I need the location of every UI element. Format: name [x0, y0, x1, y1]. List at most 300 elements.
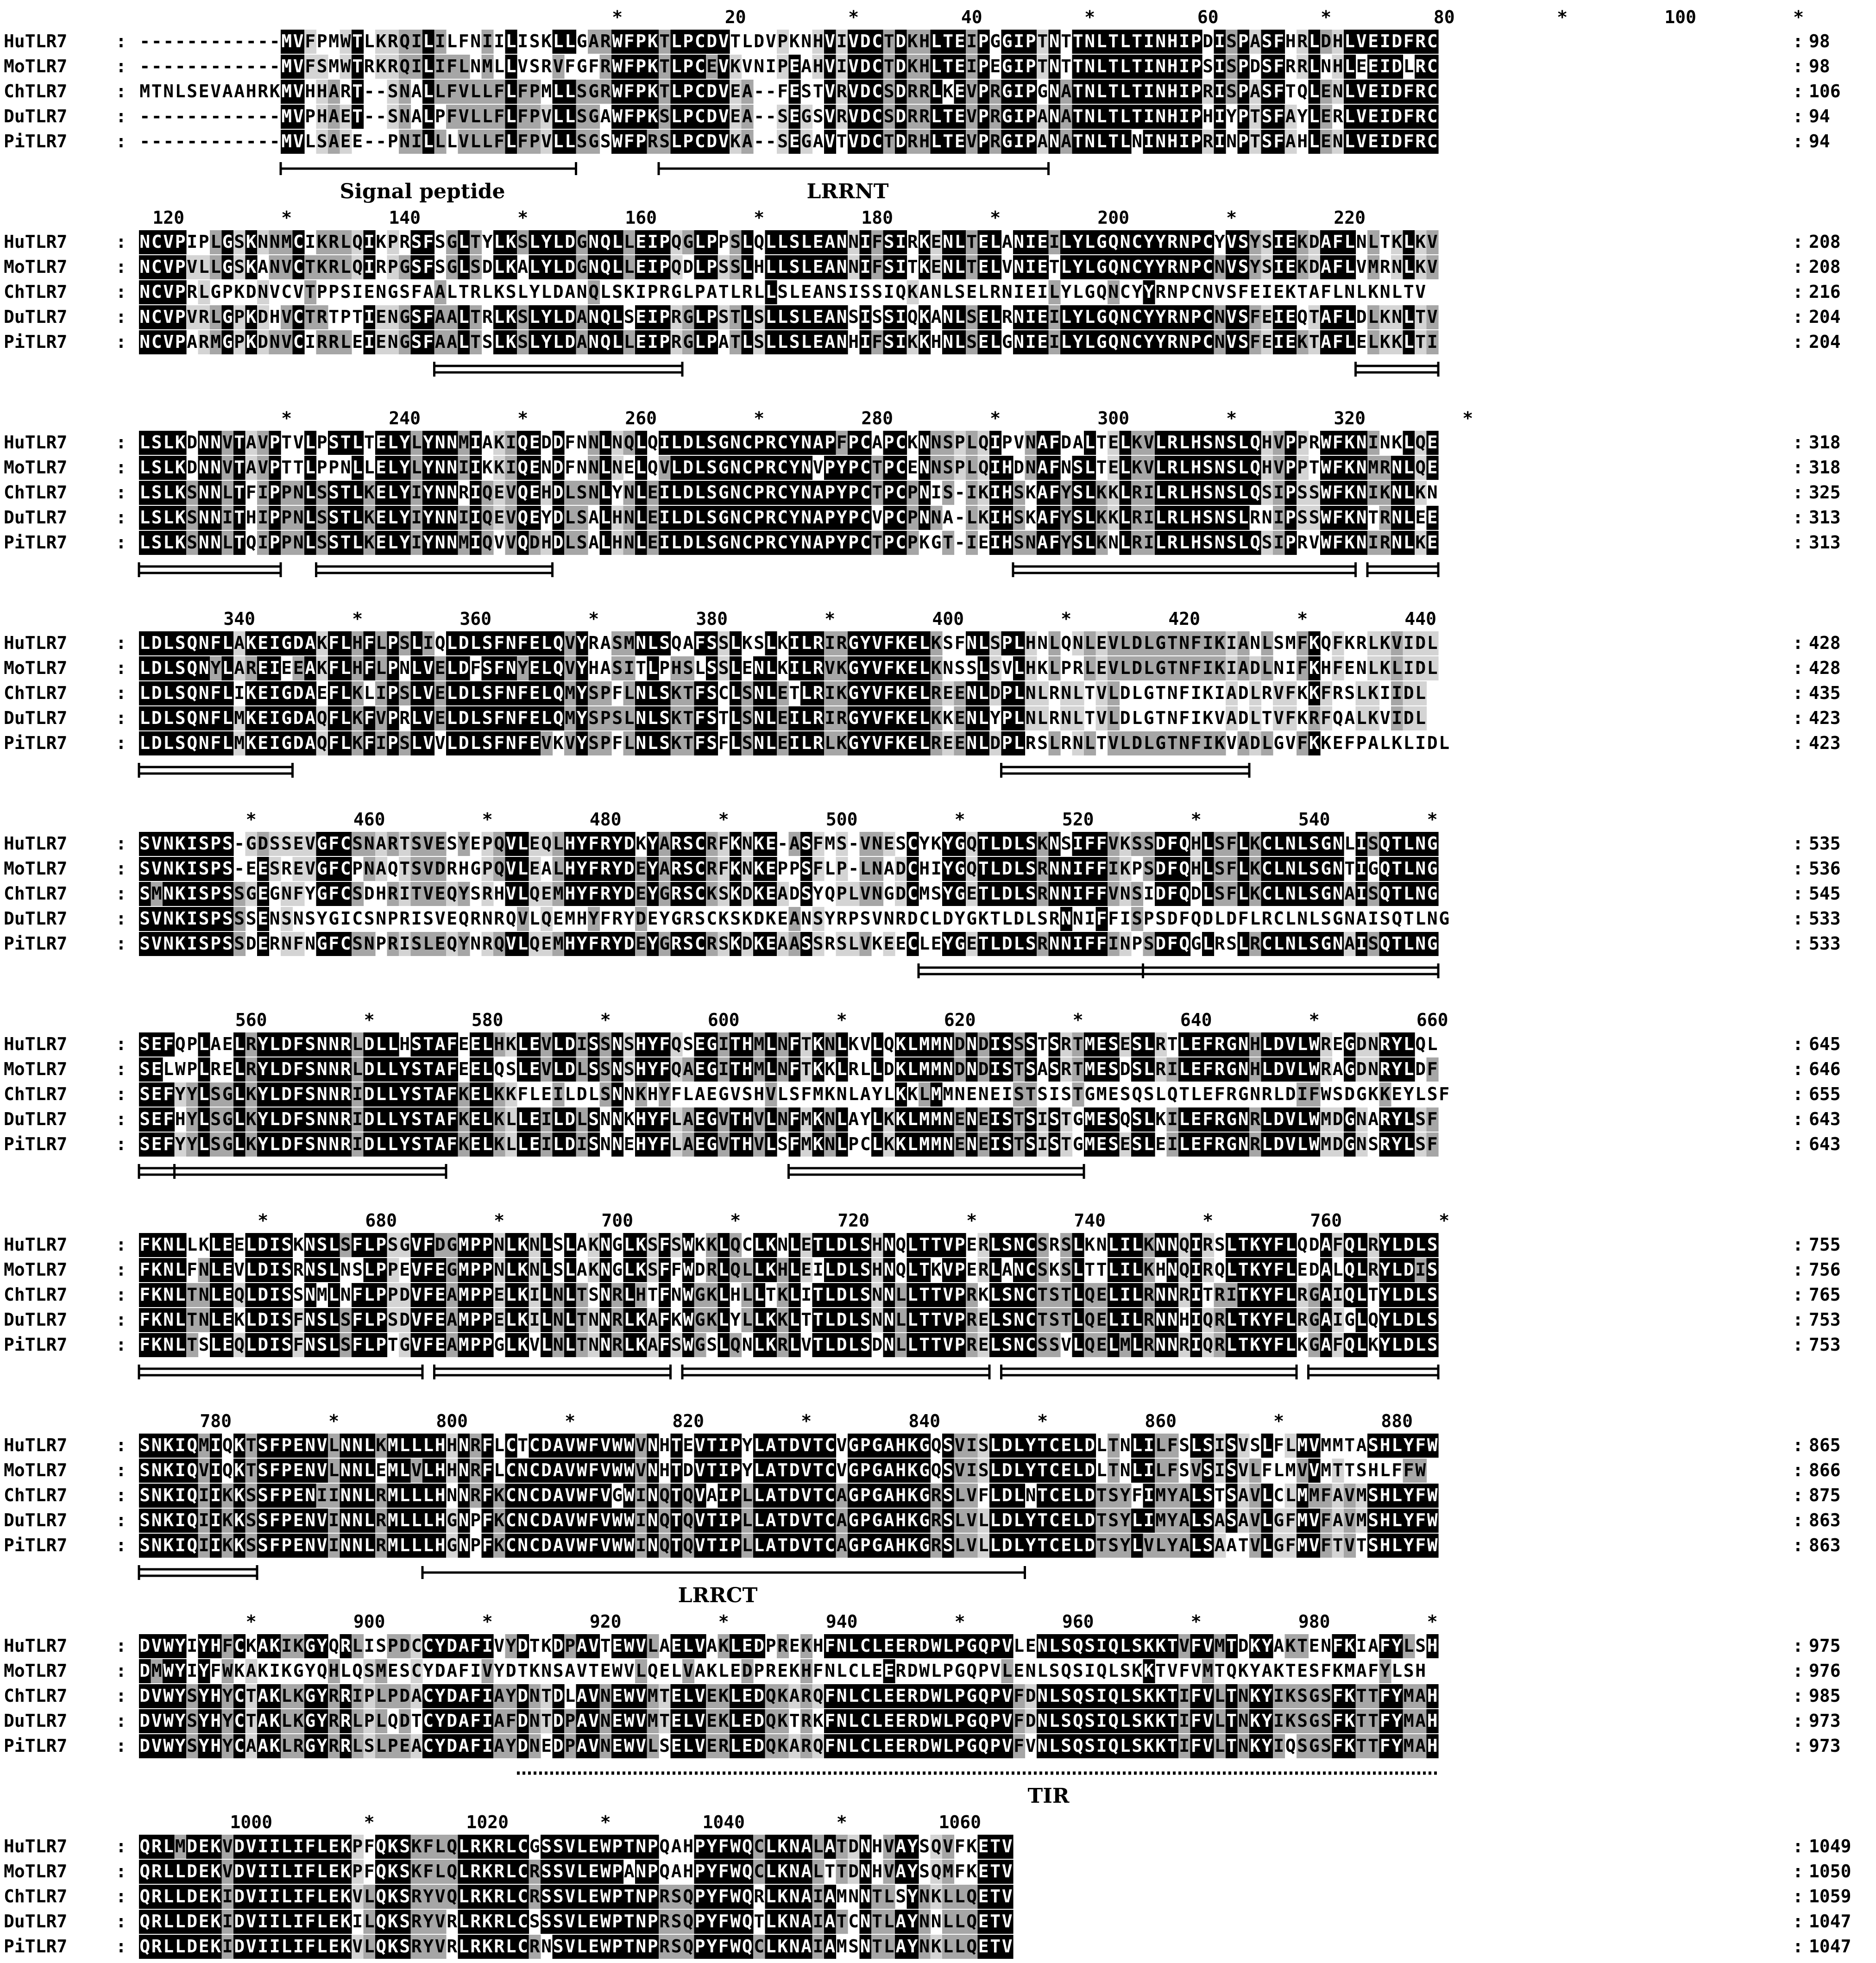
residue: K [1132, 432, 1142, 453]
residue: P [884, 507, 894, 528]
count-colon: : [1793, 708, 1803, 728]
residue: S [884, 81, 894, 101]
residue: P [636, 81, 646, 101]
residue: - [222, 106, 233, 126]
residue: R [919, 81, 930, 101]
residue: D [364, 883, 375, 904]
residue: N [1049, 833, 1060, 854]
residue: R [600, 933, 611, 954]
residue: L [978, 658, 989, 678]
residue: V [742, 56, 753, 76]
residue: S [1014, 532, 1024, 553]
residue: H [612, 507, 623, 528]
residue: P [1191, 307, 1202, 327]
residue: P [777, 858, 788, 879]
count-colon: : [1793, 282, 1803, 302]
residue: P [789, 858, 800, 879]
residue: N [258, 282, 268, 302]
residue: E [447, 908, 457, 929]
residue: E [258, 908, 268, 929]
residue: L [541, 282, 552, 302]
residue: L [1333, 282, 1343, 302]
residue: N [541, 457, 552, 478]
residue: R [1202, 131, 1213, 151]
residue: V [825, 106, 835, 126]
residue: N [1155, 131, 1166, 151]
residue: E [1285, 232, 1296, 252]
residue: K [837, 733, 847, 753]
residue: L [1368, 633, 1379, 653]
residue: E [529, 482, 540, 503]
residue: K [1202, 708, 1213, 728]
label-colon: : [116, 833, 126, 854]
residue: I [1108, 858, 1119, 879]
ruler-number: 440 [1404, 609, 1436, 629]
residue: N [1084, 56, 1095, 76]
residue: V [848, 131, 859, 151]
residue: E [907, 733, 918, 753]
residue: L [553, 858, 564, 879]
residue: R [1202, 81, 1213, 101]
residue: F [1096, 858, 1107, 879]
residue: C [1132, 257, 1142, 277]
ruler-star: * [1557, 7, 1568, 27]
residue: E [553, 908, 564, 929]
residue: I [435, 31, 446, 51]
residue: I [1191, 683, 1202, 703]
residue: E [955, 733, 965, 753]
residue: G [1144, 708, 1154, 728]
residue: C [1202, 232, 1213, 252]
residue: S [482, 708, 493, 728]
residue: A [1285, 106, 1296, 126]
residue: P [1297, 432, 1308, 453]
count-colon: : [1793, 106, 1803, 126]
residue: N [1297, 908, 1308, 929]
residue: A [1037, 507, 1048, 528]
residue: P [1285, 532, 1296, 553]
residue: S [1155, 908, 1166, 929]
residue: D [1391, 56, 1402, 76]
residue: N [163, 933, 174, 954]
residue: A [541, 858, 552, 879]
residue: A [435, 282, 446, 302]
residue: I [1049, 332, 1060, 352]
residue: R [482, 933, 493, 954]
residue: L [931, 908, 942, 929]
residue: S [199, 858, 209, 879]
residue: V [151, 833, 162, 854]
residue: N [612, 432, 623, 453]
residue: F [1084, 883, 1095, 904]
residue: N [1356, 457, 1367, 478]
residue: L [470, 633, 481, 653]
residue: C [872, 81, 882, 101]
residue-count: 313 [1809, 507, 1841, 528]
domain-label: Signal peptide [340, 180, 505, 203]
residue: L [955, 257, 965, 277]
residue: E [376, 332, 386, 352]
residue: P [1191, 257, 1202, 277]
residue: N [470, 31, 481, 51]
residue: E [955, 106, 965, 126]
residue: S [612, 633, 623, 653]
ruler-star: * [281, 408, 292, 428]
residue: Q [447, 883, 457, 904]
residue: W [1321, 507, 1331, 528]
residue: N [1215, 457, 1225, 478]
residue: D [459, 733, 469, 753]
residue: V [1415, 282, 1426, 302]
residue: L [1202, 883, 1213, 904]
residue: V [1215, 708, 1225, 728]
residue: D [683, 432, 693, 453]
residue: T [1108, 131, 1119, 151]
residue: Y [837, 532, 847, 553]
residue: T [730, 31, 741, 51]
residue: C [1132, 307, 1142, 327]
residue-count: 313 [1809, 532, 1841, 553]
residue: I [1179, 131, 1190, 151]
residue: L [1132, 683, 1142, 703]
residue: F [328, 733, 339, 753]
residue: C [1273, 908, 1284, 929]
residue: S [955, 658, 965, 678]
ruler-star: * [955, 809, 965, 830]
residue: L [1084, 482, 1095, 503]
residue: L [364, 31, 375, 51]
residue: S [1309, 833, 1320, 854]
residue: T [1132, 31, 1142, 51]
residue: L [943, 282, 953, 302]
residue: - [151, 56, 162, 76]
residue: Y [789, 532, 800, 553]
residue: T [328, 307, 339, 327]
residue: L [990, 332, 1001, 352]
residue: C [695, 81, 705, 101]
residue: Y [837, 507, 847, 528]
residue: L [1014, 658, 1024, 678]
residue: T [1250, 106, 1260, 126]
residue: Y [317, 908, 327, 929]
residue: K [364, 532, 375, 553]
residue: K [931, 633, 942, 653]
residue: C [1202, 307, 1213, 327]
residue: L [222, 658, 233, 678]
residue: F [1333, 507, 1343, 528]
residue: L [517, 933, 528, 954]
residue: R [388, 883, 398, 904]
residue: V [718, 31, 729, 51]
residue: S [577, 482, 587, 503]
residue: S [801, 81, 812, 101]
residue: G [222, 307, 233, 327]
residue: P [978, 106, 989, 126]
residue: L [340, 658, 351, 678]
residue: G [270, 883, 280, 904]
residue: I [1037, 282, 1048, 302]
residue: L [990, 257, 1001, 277]
residue: N [1356, 482, 1367, 503]
residue: N [1049, 81, 1060, 101]
residue: I [270, 733, 280, 753]
residue: V [506, 933, 516, 954]
residue: A [376, 858, 386, 879]
residue: D [151, 733, 162, 753]
residue: N [636, 633, 646, 653]
residue: E [955, 56, 965, 76]
residue: P [1285, 432, 1296, 453]
residue: C [293, 232, 304, 252]
residue: P [270, 532, 280, 553]
residue: E [293, 858, 304, 879]
residue: N [1084, 81, 1095, 101]
residue: L [1084, 633, 1095, 653]
residue: S [1226, 31, 1237, 51]
ruler-number: 520 [1062, 809, 1094, 830]
residue: S [317, 131, 327, 151]
residue: I [1144, 81, 1154, 101]
residue: P [1002, 733, 1013, 753]
ruler-number: 380 [696, 609, 728, 629]
residue: G [281, 683, 292, 703]
residue: V [718, 56, 729, 76]
residue: F [588, 933, 599, 954]
residue: I [1179, 106, 1190, 126]
residue: - [246, 106, 257, 126]
residue: L [139, 457, 150, 478]
residue: L [1120, 532, 1131, 553]
residue: - [222, 56, 233, 76]
residue: N [482, 908, 493, 929]
residue: G [1002, 31, 1013, 51]
residue: S [234, 933, 245, 954]
residue: V [1096, 683, 1107, 703]
residue: K [175, 532, 186, 553]
residue: L [1238, 507, 1249, 528]
residue: Y [423, 532, 434, 553]
residue: S [482, 683, 493, 703]
residue: - [955, 482, 965, 503]
residue: K [376, 56, 386, 76]
residue: K [754, 933, 764, 954]
residue: E [293, 658, 304, 678]
residue: V [163, 282, 174, 302]
residue: L [1084, 307, 1095, 327]
residue: V [541, 733, 552, 753]
residue: Y [789, 457, 800, 478]
residue: Q [317, 733, 327, 753]
residue: S [482, 332, 493, 352]
residue: D [1391, 31, 1402, 51]
residue: V [187, 257, 197, 277]
residue: T [1132, 81, 1142, 101]
residue: Y [1215, 232, 1225, 252]
residue: R [1167, 482, 1178, 503]
residue: K [895, 733, 906, 753]
residue: K [1368, 708, 1379, 728]
residue: F [423, 307, 434, 327]
residue: P [825, 507, 835, 528]
residue: N [1002, 282, 1013, 302]
residue: P [529, 131, 540, 151]
residue: - [234, 106, 245, 126]
residue: Y [577, 658, 587, 678]
residue: V [1273, 457, 1284, 478]
residue: D [1155, 883, 1166, 904]
residue: E [1250, 282, 1260, 302]
residue: F [328, 858, 339, 879]
residue: F [1297, 733, 1308, 753]
residue: I [1404, 658, 1414, 678]
residue: S [1273, 633, 1284, 653]
residue: F [695, 683, 705, 703]
residue: K [506, 232, 516, 252]
residue: Y [399, 482, 410, 503]
residue: I [789, 708, 800, 728]
residue: I [648, 307, 658, 327]
residue: S [1309, 858, 1320, 879]
residue: S [1202, 457, 1213, 478]
residue: P [1191, 332, 1202, 352]
residue: Y [1073, 232, 1083, 252]
residue: I [1073, 858, 1083, 879]
residue: F [517, 106, 528, 126]
residue: E [352, 131, 363, 151]
residue: F [1333, 633, 1343, 653]
residue: H [754, 257, 764, 277]
residue: Y [955, 908, 965, 929]
residue: E [789, 56, 800, 76]
species-label: MoTLR7 [4, 457, 67, 478]
residue: E [766, 833, 776, 854]
count-colon: : [1793, 507, 1803, 528]
residue: K [1344, 507, 1355, 528]
residue: L [1120, 31, 1131, 51]
residue: S [352, 883, 363, 904]
residue: N [447, 432, 457, 453]
residue: N [1155, 56, 1166, 76]
residue: L [470, 131, 481, 151]
residue: F [1226, 833, 1237, 854]
residue: T [718, 282, 729, 302]
residue: L [1404, 532, 1414, 553]
residue: L [447, 733, 457, 753]
residue: R [1380, 457, 1391, 478]
residue: S [364, 908, 375, 929]
residue: P [388, 131, 398, 151]
residue: N [624, 532, 635, 553]
residue: I [990, 457, 1001, 478]
species-label: ChTLR7 [4, 81, 67, 101]
residue: I [459, 457, 469, 478]
residue: S [317, 532, 327, 553]
residue: Q [754, 232, 764, 252]
residue: P [884, 532, 894, 553]
residue: A [435, 307, 446, 327]
residue: C [742, 507, 753, 528]
residue: D [1014, 457, 1024, 478]
residue: S [270, 833, 280, 854]
residue: A [600, 106, 611, 126]
residue: T [1096, 733, 1107, 753]
residue: V [541, 106, 552, 126]
residue: E [955, 683, 965, 703]
residue: S [1226, 282, 1237, 302]
residue: L [1415, 708, 1426, 728]
residue: V [825, 131, 835, 151]
residue: A [187, 332, 197, 352]
residue: F [624, 106, 635, 126]
residue: V [270, 282, 280, 302]
residue: S [399, 733, 410, 753]
residue: Y [1155, 307, 1166, 327]
residue: N [1155, 31, 1166, 51]
label-colon: : [116, 858, 126, 879]
residue: - [234, 858, 245, 879]
residue: S [718, 883, 729, 904]
residue: Y [860, 658, 871, 678]
residue: N [1391, 507, 1402, 528]
residue: L [494, 332, 504, 352]
residue: N [837, 307, 847, 327]
residue: L [139, 532, 150, 553]
residue: V [848, 56, 859, 76]
residue: S [281, 833, 292, 854]
residue: V [872, 683, 882, 703]
residue: F [1333, 257, 1343, 277]
residue: - [187, 106, 197, 126]
residue: L [1061, 332, 1071, 352]
residue: A [742, 131, 753, 151]
residue: D [895, 883, 906, 904]
residue-count: 423 [1809, 733, 1841, 753]
residue: L [482, 106, 493, 126]
residue: D [187, 457, 197, 478]
species-label: DuTLR7 [4, 708, 67, 728]
residue: V [517, 908, 528, 929]
residue: R [671, 858, 682, 879]
residue: L [1427, 633, 1438, 653]
residue: I [270, 683, 280, 703]
residue: Q [1415, 432, 1426, 453]
ruler-number: 100 [1664, 7, 1696, 27]
residue: A [328, 131, 339, 151]
residue: R [813, 633, 824, 653]
residue: R [246, 658, 257, 678]
residue: M [459, 432, 469, 453]
residue: E [352, 332, 363, 352]
residue: Y [837, 482, 847, 503]
residue: K [1391, 332, 1402, 352]
residue: N [848, 257, 859, 277]
residue: L [801, 257, 812, 277]
ruler-star: * [1321, 7, 1331, 27]
residue: G [931, 532, 942, 553]
residue: N [801, 507, 812, 528]
residue: A [1238, 658, 1249, 678]
residue: P [659, 658, 670, 678]
residue: - [175, 106, 186, 126]
residue: D [860, 106, 871, 126]
ruler-number: 280 [861, 408, 893, 428]
residue: I [1202, 633, 1213, 653]
residue: R [612, 908, 623, 929]
residue: V [966, 81, 977, 101]
residue: L [447, 683, 457, 703]
residue: D [754, 908, 764, 929]
residue: F [328, 883, 339, 904]
